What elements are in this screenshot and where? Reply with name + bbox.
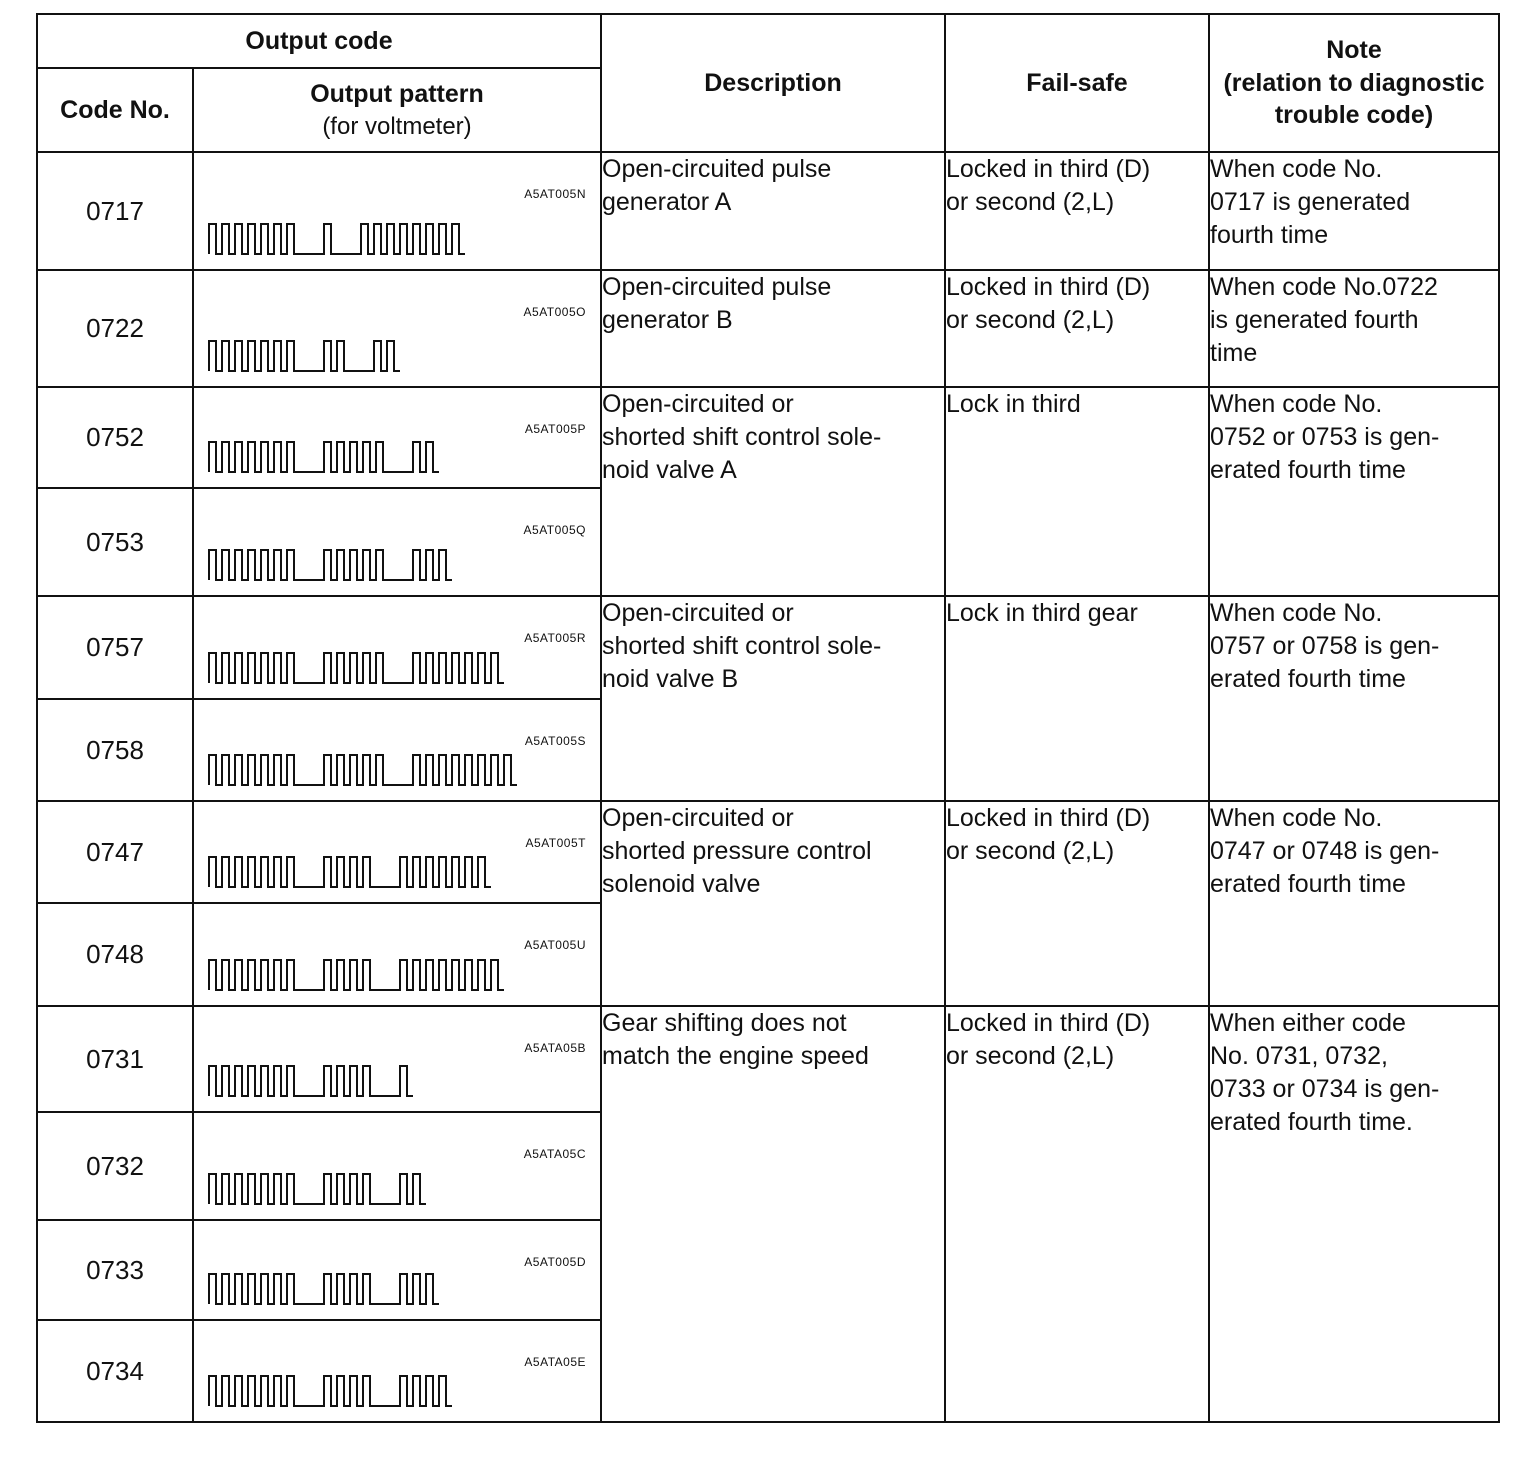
- pulse-waveform: [208, 441, 440, 473]
- text-line: or second (2,L): [946, 1042, 1115, 1070]
- output-pattern-cell: [193, 1006, 601, 1112]
- waveform-trace: [209, 755, 517, 785]
- note-cell: [1209, 387, 1499, 596]
- text-line: When code No.0722: [1210, 273, 1438, 301]
- text-line: When code No.: [1210, 155, 1383, 183]
- text-line: Locked in third (D): [946, 804, 1151, 832]
- note-header: [1209, 14, 1499, 152]
- pulse-waveform: [208, 549, 453, 581]
- text-line: erated fourth time: [1210, 456, 1406, 484]
- waveform-trace: [209, 1174, 426, 1204]
- text-line: solenoid valve: [602, 870, 761, 898]
- table-row: [37, 152, 1499, 270]
- table-row: [37, 387, 1499, 488]
- code-number: 0717: [37, 152, 193, 270]
- text-line: match the engine speed: [602, 1042, 869, 1070]
- note-header-line2: (relation to diagnostic: [1223, 68, 1485, 97]
- text-line: or second (2,L): [946, 188, 1115, 216]
- waveform-trace: [209, 550, 452, 580]
- waveform-trace: [209, 1274, 439, 1304]
- fail-safe-cell: [945, 1006, 1209, 1422]
- figure-ref: A5ATA05C: [523, 1147, 586, 1161]
- waveform-trace: [209, 442, 439, 472]
- figure-ref: A5AT005D: [524, 1255, 586, 1269]
- figure-ref: A5AT005O: [523, 305, 586, 319]
- table-row: [37, 270, 1499, 387]
- text-line: 0752 or 0753 is gen-: [1210, 423, 1440, 451]
- waveform-trace: [209, 224, 465, 254]
- code-number: 0758: [37, 699, 193, 801]
- text-line: Lock in third: [946, 390, 1081, 418]
- note-cell: [1209, 270, 1499, 387]
- code-number: 0757: [37, 596, 193, 699]
- pulse-waveform: [208, 754, 518, 786]
- text-line: Locked in third (D): [946, 1009, 1151, 1037]
- text-line: erated fourth time: [1210, 665, 1406, 693]
- figure-ref: A5AT005U: [524, 938, 586, 952]
- text-line: 0717 is generated: [1210, 188, 1411, 216]
- description-cell: [601, 1006, 945, 1422]
- text-line: Open-circuited pulse: [602, 155, 832, 183]
- figure-ref: A5AT005Q: [523, 523, 586, 537]
- text-line: When code No.: [1210, 804, 1383, 832]
- text-line: Open-circuited pulse: [602, 273, 832, 301]
- text-line: Open-circuited or: [602, 599, 794, 627]
- diagnostic-code-table: [36, 13, 1500, 1423]
- pulse-waveform: [208, 1273, 440, 1305]
- table-row: [37, 1006, 1499, 1112]
- code-no-header: Code No.: [37, 68, 193, 152]
- code-number: 0734: [37, 1320, 193, 1422]
- pulse-waveform: [208, 1173, 427, 1205]
- text-line: Locked in third (D): [946, 155, 1151, 183]
- description-cell: [601, 152, 945, 270]
- code-number: 0722: [37, 270, 193, 387]
- table-row: [37, 801, 1499, 903]
- note-header-line3: trouble code): [1274, 101, 1434, 130]
- text-line: or second (2,L): [946, 306, 1115, 334]
- figure-ref: A5AT005S: [524, 734, 586, 748]
- output-pattern-cell: [193, 1320, 601, 1422]
- text-line: generator B: [602, 306, 733, 334]
- text-line: fourth time: [1210, 221, 1329, 249]
- code-number: 0753: [37, 488, 193, 596]
- fail-safe-header: Fail-safe: [945, 14, 1209, 152]
- output-pattern-subtitle: (for voltmeter): [322, 112, 472, 140]
- text-line: erated fourth time: [1210, 870, 1406, 898]
- note-header-title: Note: [1326, 36, 1382, 65]
- output-pattern-title: Output pattern: [310, 80, 484, 109]
- output-pattern-header: [193, 68, 601, 152]
- description-cell: [601, 596, 945, 801]
- text-line: noid valve B: [602, 665, 739, 693]
- figure-ref: A5AT005R: [524, 631, 586, 645]
- text-line: is generated fourth: [1210, 306, 1419, 334]
- text-line: shorted shift control sole-: [602, 632, 882, 660]
- output-pattern-cell: [193, 801, 601, 903]
- figure-ref: A5ATA05E: [524, 1355, 586, 1369]
- pulse-waveform: [208, 856, 492, 888]
- text-line: When either code: [1210, 1009, 1406, 1037]
- output-code-header: Output code: [37, 14, 601, 68]
- pulse-waveform: [208, 652, 505, 684]
- code-number: 0752: [37, 387, 193, 488]
- code-number: 0747: [37, 801, 193, 903]
- text-line: shorted pressure control: [602, 837, 872, 865]
- text-line: No. 0731, 0732,: [1210, 1042, 1388, 1070]
- fail-safe-cell: [945, 387, 1209, 596]
- text-line: shorted shift control sole-: [602, 423, 882, 451]
- fail-safe-cell: [945, 596, 1209, 801]
- note-cell: [1209, 801, 1499, 1006]
- code-number: 0748: [37, 903, 193, 1006]
- text-line: 0747 or 0748 is gen-: [1210, 837, 1440, 865]
- note-cell: [1209, 152, 1499, 270]
- waveform-trace: [209, 1376, 452, 1406]
- output-pattern-cell: [193, 270, 601, 387]
- figure-ref: A5ATA05B: [524, 1041, 586, 1055]
- output-pattern-cell: [193, 903, 601, 1006]
- code-number: 0733: [37, 1220, 193, 1320]
- text-line: When code No.: [1210, 599, 1383, 627]
- pulse-waveform: [208, 1065, 414, 1097]
- text-line: noid valve A: [602, 456, 737, 484]
- text-line: Lock in third gear: [946, 599, 1138, 627]
- text-line: Open-circuited or: [602, 390, 794, 418]
- fail-safe-cell: [945, 270, 1209, 387]
- description-cell: [601, 270, 945, 387]
- text-line: erated fourth time.: [1210, 1108, 1413, 1136]
- text-line: generator A: [602, 188, 732, 216]
- text-line: When code No.: [1210, 390, 1383, 418]
- fail-safe-cell: [945, 152, 1209, 270]
- text-line: Gear shifting does not: [602, 1009, 847, 1037]
- waveform-trace: [209, 341, 400, 371]
- figure-ref: A5AT005T: [525, 836, 586, 850]
- pulse-waveform: [208, 959, 505, 991]
- figure-ref: A5AT005P: [524, 422, 586, 436]
- output-pattern-cell: [193, 1112, 601, 1220]
- description-header: Description: [601, 14, 945, 152]
- waveform-trace: [209, 960, 504, 990]
- output-pattern-cell: [193, 387, 601, 488]
- text-line: Locked in third (D): [946, 273, 1151, 301]
- fail-safe-cell: [945, 801, 1209, 1006]
- waveform-trace: [209, 653, 504, 683]
- pulse-waveform: [208, 1375, 453, 1407]
- figure-ref: A5AT005N: [524, 187, 586, 201]
- waveform-trace: [209, 1066, 413, 1096]
- text-line: 0733 or 0734 is gen-: [1210, 1075, 1440, 1103]
- output-pattern-cell: [193, 1220, 601, 1320]
- code-number: 0731: [37, 1006, 193, 1112]
- text-line: or second (2,L): [946, 837, 1115, 865]
- output-pattern-cell: [193, 488, 601, 596]
- note-cell: [1209, 596, 1499, 801]
- text-line: Open-circuited or: [602, 804, 794, 832]
- description-cell: [601, 387, 945, 596]
- output-pattern-cell: [193, 596, 601, 699]
- description-cell: [601, 801, 945, 1006]
- pulse-waveform: [208, 223, 466, 255]
- table-row: [37, 596, 1499, 699]
- text-line: time: [1210, 339, 1258, 367]
- note-cell: [1209, 1006, 1499, 1422]
- output-pattern-cell: [193, 699, 601, 801]
- text-line: 0757 or 0758 is gen-: [1210, 632, 1440, 660]
- code-number: 0732: [37, 1112, 193, 1220]
- waveform-trace: [209, 857, 491, 887]
- output-pattern-cell: [193, 152, 601, 270]
- pulse-waveform: [208, 340, 401, 372]
